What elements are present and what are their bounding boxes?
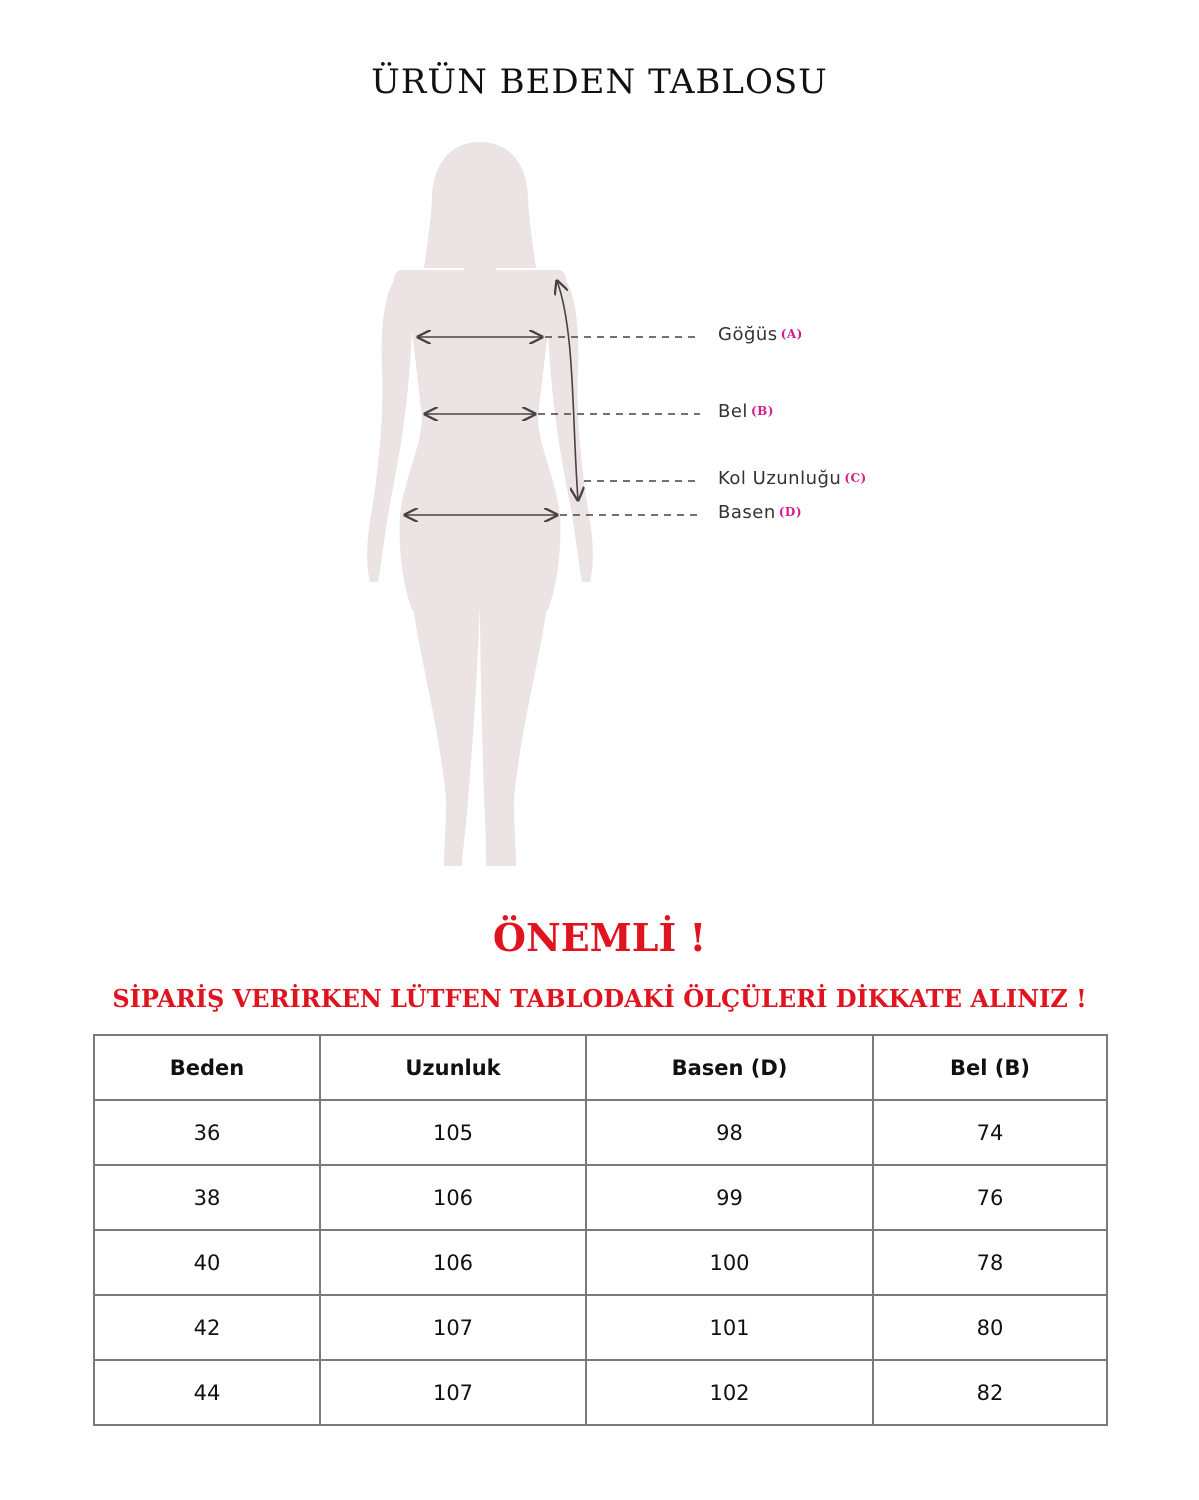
cell-length: 106: [320, 1165, 586, 1230]
table-row: [94, 1295, 1107, 1360]
measurement-label-sleeve: Kol Uzunluğu (C): [718, 468, 867, 489]
silhouette-shape: [367, 142, 593, 866]
table-row: [94, 1100, 1107, 1165]
header-size: Beden: [94, 1035, 320, 1100]
table-row: [94, 1360, 1107, 1425]
important-note: SİPARİŞ VERİRKEN LÜTFEN TABLODAKİ ÖLÇÜLERİ DİKKATE ALINIZ !: [112, 984, 1087, 1013]
measurement-code-c: (C): [844, 471, 867, 485]
cell-hip: 101: [586, 1295, 873, 1360]
cell-size: 42: [94, 1295, 320, 1360]
header-length: Uzunluk: [320, 1035, 586, 1100]
measurement-label-hip: Basen (D): [718, 502, 803, 523]
cell-length: 107: [320, 1295, 586, 1360]
measurement-code-a: (A): [780, 327, 803, 341]
cell-waist: 78: [873, 1230, 1107, 1295]
cell-length: 105: [320, 1100, 586, 1165]
cell-waist: 82: [873, 1360, 1107, 1425]
measurement-code-d: (D): [778, 505, 803, 519]
cell-size: 38: [94, 1165, 320, 1230]
body-measurement-figure: [0, 130, 1199, 880]
important-heading: ÖNEMLİ !: [492, 915, 707, 960]
cell-hip: 99: [586, 1165, 873, 1230]
female-body-silhouette-icon: [0, 130, 1199, 880]
cell-waist: 80: [873, 1295, 1107, 1360]
measurement-label-chest: Göğüs (A): [718, 324, 803, 345]
table-row: [94, 1230, 1107, 1295]
size-table: [93, 1034, 1108, 1426]
header-hip: Basen (D): [586, 1035, 873, 1100]
cell-waist: 74: [873, 1100, 1107, 1165]
table-header-row: [94, 1035, 1107, 1100]
cell-waist: 76: [873, 1165, 1107, 1230]
cell-hip: 102: [586, 1360, 873, 1425]
cell-size: 44: [94, 1360, 320, 1425]
page-title: ÜRÜN BEDEN TABLOSU: [371, 62, 828, 102]
cell-hip: 98: [586, 1100, 873, 1165]
cell-length: 106: [320, 1230, 586, 1295]
cell-length: 107: [320, 1360, 586, 1425]
measurement-label-waist: Bel (B): [718, 401, 774, 422]
header-waist: Bel (B): [873, 1035, 1107, 1100]
cell-size: 36: [94, 1100, 320, 1165]
measurement-code-b: (B): [750, 404, 774, 418]
cell-size: 40: [94, 1230, 320, 1295]
cell-hip: 100: [586, 1230, 873, 1295]
table-row: [94, 1165, 1107, 1230]
